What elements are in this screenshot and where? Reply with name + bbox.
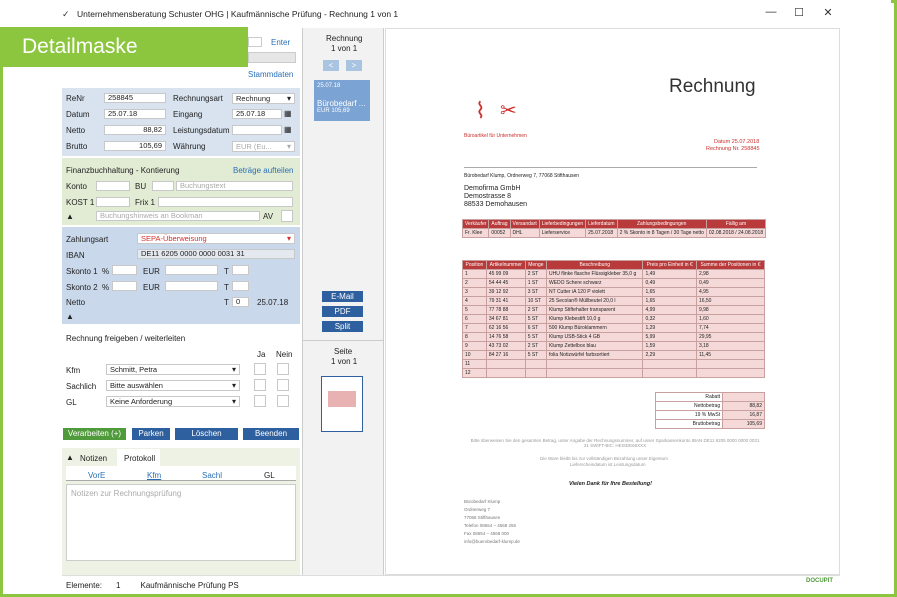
table-header: Verkäufer <box>463 220 489 229</box>
totals-value: 88,82 <box>723 402 765 411</box>
parken-button[interactable]: Parken <box>132 428 170 440</box>
sender-line: Bürobedarf Klump, Ordnerweg 7, 77068 Stifthausen <box>464 173 580 179</box>
stammdaten-link[interactable]: Stammdaten <box>248 70 294 79</box>
table-cell: 5 <box>463 306 487 315</box>
verarbeiten-button[interactable]: Verarbeiten (+) <box>63 428 126 440</box>
table-header: Versandart <box>510 220 539 229</box>
netto-date: 25.07.18 <box>257 298 289 307</box>
expand-icon[interactable]: ▲ <box>66 212 74 221</box>
table-cell <box>643 360 696 369</box>
table-header: Artikelnummer <box>486 261 525 270</box>
t-label: T <box>224 283 229 292</box>
rechnungsart-label: Rechnungsart <box>173 94 223 103</box>
table-cell: UHU flinke flasche Flüssigkleber 35,0 g <box>546 270 642 279</box>
table-cell: 14 76 58 <box>486 333 525 342</box>
iban-field[interactable]: DE11 6205 0000 0000 0031 31 <box>137 249 295 259</box>
table-cell: 02.08.2018 / 24.08.2018 <box>706 229 765 238</box>
items-table <box>462 260 765 378</box>
divider <box>464 167 757 168</box>
table-cell: 2,29 <box>643 351 696 360</box>
totals-label: Bruttobetrag <box>656 420 723 429</box>
renr-field[interactable]: 258845 <box>104 93 166 103</box>
table-cell: 77 78 88 <box>486 306 525 315</box>
rechnung-title: Rechnung <box>326 34 363 43</box>
table-cell: 12 <box>463 369 487 378</box>
gl-nein-checkbox[interactable] <box>277 395 289 407</box>
table-cell: 6 <box>463 315 487 324</box>
table-cell: 3 <box>463 288 487 297</box>
totals-label: Nettobetrag <box>656 402 723 411</box>
totals-row <box>656 402 765 411</box>
eur-label: EUR <box>143 267 160 276</box>
totals-row <box>656 420 765 429</box>
iban-label: IBAN <box>66 251 85 260</box>
table-cell: 8 <box>463 333 487 342</box>
beenden-button[interactable]: Beenden <box>243 428 299 440</box>
table-cell: 3 ST <box>525 288 546 297</box>
table-cell: NT Cutter iA 120 P violett <box>546 288 642 297</box>
table-header: Position <box>463 261 487 270</box>
table-row <box>463 351 765 360</box>
table-cell <box>486 360 525 369</box>
datum-field[interactable]: 25.07.18 <box>104 109 166 119</box>
scissors-icon: ✂ <box>500 100 517 122</box>
docupit-logo: DOCUPIT <box>806 578 833 584</box>
waehrung-select[interactable]: EUR (Eu... ▾ <box>232 141 295 152</box>
table-cell: 0,49 <box>643 279 696 288</box>
gl-select[interactable]: Keine Anforderung ▾ <box>106 396 240 407</box>
gl-label: GL <box>66 398 77 407</box>
frix1-field[interactable] <box>158 197 293 207</box>
t-label: T <box>224 298 229 307</box>
subtab-kfm[interactable]: Kfm <box>147 471 162 480</box>
eigentum-note: Die Ware bleibt bis zur vollständigen Bezahlung unser Eigentum <box>540 456 668 461</box>
table-cell: 10 ST <box>525 297 546 306</box>
footer-1: Bürobedarf Klump <box>464 499 501 504</box>
card-amount: EUR 105,69 <box>317 108 350 114</box>
table-cell: 7 <box>463 324 487 333</box>
table-cell: 29,95 <box>696 333 764 342</box>
calendar-icon[interactable]: ▦ <box>284 109 292 118</box>
table-cell: 9,98 <box>696 306 764 315</box>
sachlich-nein-checkbox[interactable] <box>277 379 289 391</box>
table-cell <box>486 369 525 378</box>
table-cell: 3,18 <box>696 342 764 351</box>
thumb-table <box>328 391 356 407</box>
totals-row <box>656 411 765 420</box>
freigabe-title: Rechnung freigeben / weiterleiten <box>66 334 186 343</box>
skonto2-pct[interactable] <box>112 281 137 291</box>
table-row <box>463 306 765 315</box>
table-cell: 62 16 56 <box>486 324 525 333</box>
table-cell: 500 Klump Büroklammern <box>546 324 642 333</box>
eur-label: EUR <box>143 283 160 292</box>
kfm-nein-checkbox[interactable] <box>277 363 289 375</box>
card-name: Bürobedarf ... <box>317 99 366 108</box>
zahlungsart-select[interactable]: SEPA-Überweisung ▾ <box>137 233 295 244</box>
table-cell: 2 <box>463 279 487 288</box>
expand-icon[interactable]: ▲ <box>66 312 74 321</box>
table-row <box>463 270 765 279</box>
loeschen-button[interactable]: Löschen <box>175 428 238 440</box>
totals-label: Rabatt <box>656 393 723 402</box>
pdf-button[interactable]: PDF <box>322 306 363 317</box>
table-row <box>463 288 765 297</box>
table-header: Summe der Positionen in € <box>696 261 764 270</box>
kfm-select[interactable]: Schmitt, Petra ▾ <box>106 364 240 375</box>
table-cell: 2 ST <box>525 342 546 351</box>
bu-label: BU <box>135 182 147 191</box>
eingang-label: Eingang <box>173 110 203 119</box>
ja-label: Ja <box>257 350 266 359</box>
table-cell: 4 <box>463 297 487 306</box>
netto-t[interactable]: 0 <box>232 297 249 307</box>
konto-label: Konto <box>66 182 87 191</box>
table-row <box>463 297 765 306</box>
table-cell: 1,65 <box>643 288 696 297</box>
table-header: Menge <box>525 261 546 270</box>
table-cell <box>643 369 696 378</box>
brutto-label: Brutto <box>66 142 88 151</box>
table-cell: 43 73 02 <box>486 342 525 351</box>
sachlich-ja-checkbox[interactable] <box>254 379 266 391</box>
kfm-label: Kfm <box>66 366 81 375</box>
prev-icon[interactable]: < <box>323 60 339 71</box>
table-header: Fällig am <box>706 220 765 229</box>
recipient-1: Demofirma GmbH <box>464 185 521 192</box>
av-label: AV <box>263 212 274 221</box>
subtab-sachl[interactable]: Sachl <box>202 471 223 480</box>
totals-table <box>655 392 765 429</box>
skonto1-eur[interactable] <box>165 265 218 275</box>
table-header: Auftrag <box>489 220 510 229</box>
konto-field[interactable] <box>96 181 130 191</box>
table-cell <box>546 369 642 378</box>
elemente-count: 1 <box>116 580 121 590</box>
window-title: Unternehmensberatung Schuster OHG | Kaufmännische Prüfung - Rechnung 1 von 1 <box>77 9 399 19</box>
table-cell: 2 ST <box>525 270 546 279</box>
table-cell: Lieferservice <box>539 229 585 238</box>
table-cell: 79 31 41 <box>486 297 525 306</box>
close-icon[interactable]: ✕ <box>823 7 833 19</box>
table-header: Beschreibung <box>546 261 642 270</box>
table-header: Zahlungsbedingungen <box>617 220 706 229</box>
table-cell: 10 <box>463 351 487 360</box>
fibu-title: Finanzbuchhaltung - Kontierung <box>66 166 180 175</box>
title-bar <box>0 0 891 28</box>
rechnung-count: 1 von 1 <box>331 44 358 53</box>
renr-label: ReNr <box>66 94 85 103</box>
doc-renr: Rechnung Nr. 258845 <box>706 146 760 152</box>
elemente-label: Elemente: <box>66 580 103 590</box>
table-cell: 9 <box>463 342 487 351</box>
status-bar <box>62 575 840 594</box>
table-row <box>463 333 765 342</box>
table-cell: 1 <box>463 270 487 279</box>
table-cell: Klump USB-Stick 4 GB <box>546 333 642 342</box>
table-cell: 1,65 <box>643 297 696 306</box>
tab-protokoll[interactable]: Protokoll <box>124 454 156 463</box>
totals-value: 105,69 <box>723 420 765 429</box>
table-cell: 1 ST <box>525 279 546 288</box>
table-cell: 54 44 45 <box>486 279 525 288</box>
table-cell: 6 ST <box>525 324 546 333</box>
skonto1-pct[interactable] <box>112 265 137 275</box>
table-header: Lieferdatum <box>586 220 617 229</box>
table-cell: 0,49 <box>696 279 764 288</box>
table-cell: 2 % Skonto in 8 Tagen / 30 Tage netto <box>617 229 706 238</box>
recipient-2: Demostrasse 8 <box>464 193 512 200</box>
table-cell: Klump Klebestift 10,0 g <box>546 315 642 324</box>
kost1-field[interactable] <box>96 197 130 207</box>
buchungstext-field[interactable]: Buchungstext <box>176 181 293 191</box>
paperclip-icon: ⌇ <box>475 98 486 123</box>
table-cell: Klump Zettelbox blau <box>546 342 642 351</box>
search-input[interactable] <box>248 52 296 63</box>
leistungsdatum-field[interactable] <box>232 125 282 135</box>
footer-4: Telefon 08654 – 4568 256 <box>464 523 517 528</box>
table-cell: folia Notizwürfel farbsortiert <box>546 351 642 360</box>
next-icon[interactable]: > <box>346 60 362 71</box>
table-cell: 7,74 <box>696 324 764 333</box>
table-cell: 2,98 <box>696 270 764 279</box>
skonto2-eur[interactable] <box>165 281 218 291</box>
info-table <box>462 219 766 238</box>
table-row <box>463 360 765 369</box>
totals-value <box>723 393 765 402</box>
search-field-stub[interactable] <box>248 37 262 47</box>
footer-6: info@buerobedarf-klump.de <box>464 539 520 544</box>
table-header: Lieferbedingungen <box>539 220 585 229</box>
table-cell: 11,45 <box>696 351 764 360</box>
table-cell <box>696 369 764 378</box>
table-cell: 5 ST <box>525 351 546 360</box>
table-header: Preis pro Einheit in € <box>643 261 696 270</box>
table-row <box>463 324 765 333</box>
netto-field[interactable]: 88,82 <box>104 125 166 135</box>
gl-ja-checkbox[interactable] <box>254 395 266 407</box>
eingang-field[interactable]: 25.07.18 <box>232 109 282 119</box>
skonto2-t[interactable] <box>232 281 249 291</box>
table-row <box>463 369 765 378</box>
totals-value: 16,87 <box>723 411 765 420</box>
table-cell: 84 27 16 <box>486 351 525 360</box>
table-cell: 45 99 09 <box>486 270 525 279</box>
skonto1-t[interactable] <box>232 265 249 275</box>
t-label: T <box>224 267 229 276</box>
email-button[interactable]: E-Mail <box>322 291 363 302</box>
table-cell: 00052 <box>489 229 510 238</box>
table-cell: 25.07.2018 <box>586 229 617 238</box>
invoice-heading: Rechnung <box>669 76 756 97</box>
app-check-icon: ✓ <box>62 8 70 19</box>
zahlungsart-label: Zahlungsart <box>66 235 109 244</box>
collapse-icon[interactable]: ▲ <box>66 453 74 462</box>
table-row <box>463 279 765 288</box>
thanks-line: Vielen Dank für Ihre Bestellung! <box>569 481 652 487</box>
skonto2-label: Skonto 2 <box>66 283 98 292</box>
seite-label: Seite <box>334 347 353 356</box>
kfm-ja-checkbox[interactable] <box>254 363 266 375</box>
table-cell <box>696 360 764 369</box>
frix1-label: Frix 1 <box>135 198 155 207</box>
sachlich-select[interactable]: Bitte auswählen ▾ <box>106 380 240 391</box>
maximize-icon[interactable]: ☐ <box>794 7 804 19</box>
av-checkbox[interactable] <box>281 210 293 222</box>
tagline: Büroartikel für Unternehmen <box>464 133 527 139</box>
brutto-field[interactable]: 105,69 <box>104 141 166 151</box>
split-button[interactable]: Split <box>322 321 363 332</box>
totals-row <box>656 393 765 402</box>
table-cell: 1,29 <box>643 324 696 333</box>
table-cell: 4,99 <box>643 306 696 315</box>
table-cell <box>546 360 642 369</box>
netto-zahl-label: Netto <box>66 298 86 307</box>
table-cell: 1,60 <box>696 315 764 324</box>
table-cell: Fr. Klee <box>463 229 489 238</box>
seite-count: 1 von 1 <box>331 357 358 366</box>
kost1-label: KOST 1 <box>66 198 95 207</box>
liefer-note: Lieferscheindatum ist Leistungsdatum <box>570 462 646 467</box>
datum-label: Datum <box>66 110 90 119</box>
betraege-aufteilen-link[interactable]: Beträge aufteilen <box>233 166 294 175</box>
table-cell <box>525 369 546 378</box>
buchungshinweis-field[interactable]: Buchungshinweis an Bookman <box>96 211 260 221</box>
table-row <box>463 315 765 324</box>
rechnungsart-select[interactable]: Rechnung ▾ <box>232 93 295 104</box>
table-row <box>463 342 765 351</box>
subtab-vore[interactable]: VorE <box>88 471 106 480</box>
pct-label: % <box>102 283 110 292</box>
table-cell: 5,99 <box>643 333 696 342</box>
pct-label: % <box>102 267 110 276</box>
table-cell: 11 <box>463 360 487 369</box>
table-cell <box>525 360 546 369</box>
card-date: 25.07.18 <box>317 83 341 89</box>
table-cell: 5 ST <box>525 333 546 342</box>
bank-note: Bitte überweisen Sie den gesamten Betrag, unter Angabe der Rechnungsnummer, auf unser Sparkassenkonto IBAN DE11 6205 0000 0000 0031 31 SWIFT-BIC: HEISDE66XXX <box>470 438 760 448</box>
table-cell: 0,32 <box>643 315 696 324</box>
divider <box>303 340 383 341</box>
page-thumbnail[interactable] <box>321 376 363 432</box>
minimize-icon[interactable]: — <box>765 6 777 18</box>
table-cell: 34 67 81 <box>486 315 525 324</box>
table-cell: 5 ST <box>525 315 546 324</box>
table-cell: WEDO Schere schwarz <box>546 279 642 288</box>
waehrung-label: Währung <box>173 142 206 151</box>
table-cell: 4,95 <box>696 288 764 297</box>
leistungsdatum-label: Leistungsdatum <box>173 126 230 135</box>
table-cell: 25 Secolan® Müllbeutel 20,0 l <box>546 297 642 306</box>
table-cell: Klump Stiftehalter transparent <box>546 306 642 315</box>
calendar-icon[interactable]: ▦ <box>284 125 292 134</box>
bu-field[interactable] <box>152 181 174 191</box>
totals-label: 19 % MwSt <box>656 411 723 420</box>
table-cell: 39 12 92 <box>486 288 525 297</box>
table-cell: DHL <box>510 229 539 238</box>
footer-5: Fax 08654 – 4568 000 <box>464 531 510 536</box>
recipient-3: 88533 Demohausen <box>464 201 528 208</box>
footer-3: 77068 Stifthausen <box>464 515 501 520</box>
enter-button[interactable]: Enter <box>271 38 291 47</box>
tab-notizen[interactable]: Notizen <box>80 454 108 463</box>
footer-2: Ordnerweg 7 <box>464 507 491 512</box>
subtab-gl[interactable]: GL <box>264 471 275 480</box>
sachlich-label: Sachlich <box>66 382 97 391</box>
table-cell: 1,49 <box>643 270 696 279</box>
skonto1-label: Skonto 1 <box>66 267 98 276</box>
mode-label: Kaufmännische Prüfung PS <box>140 580 239 590</box>
table-cell: 16,50 <box>696 297 764 306</box>
detailmaske-label: Detailmaske <box>0 27 248 67</box>
table-cell: 1,59 <box>643 342 696 351</box>
notes-textarea[interactable]: Notizen zur Rechnungsprüfung <box>66 484 296 561</box>
netto-label: Netto <box>66 126 86 135</box>
table-cell: 2 ST <box>525 306 546 315</box>
nein-label: Nein <box>276 350 293 359</box>
doc-date: Datum 25.07.2018 <box>714 139 760 145</box>
